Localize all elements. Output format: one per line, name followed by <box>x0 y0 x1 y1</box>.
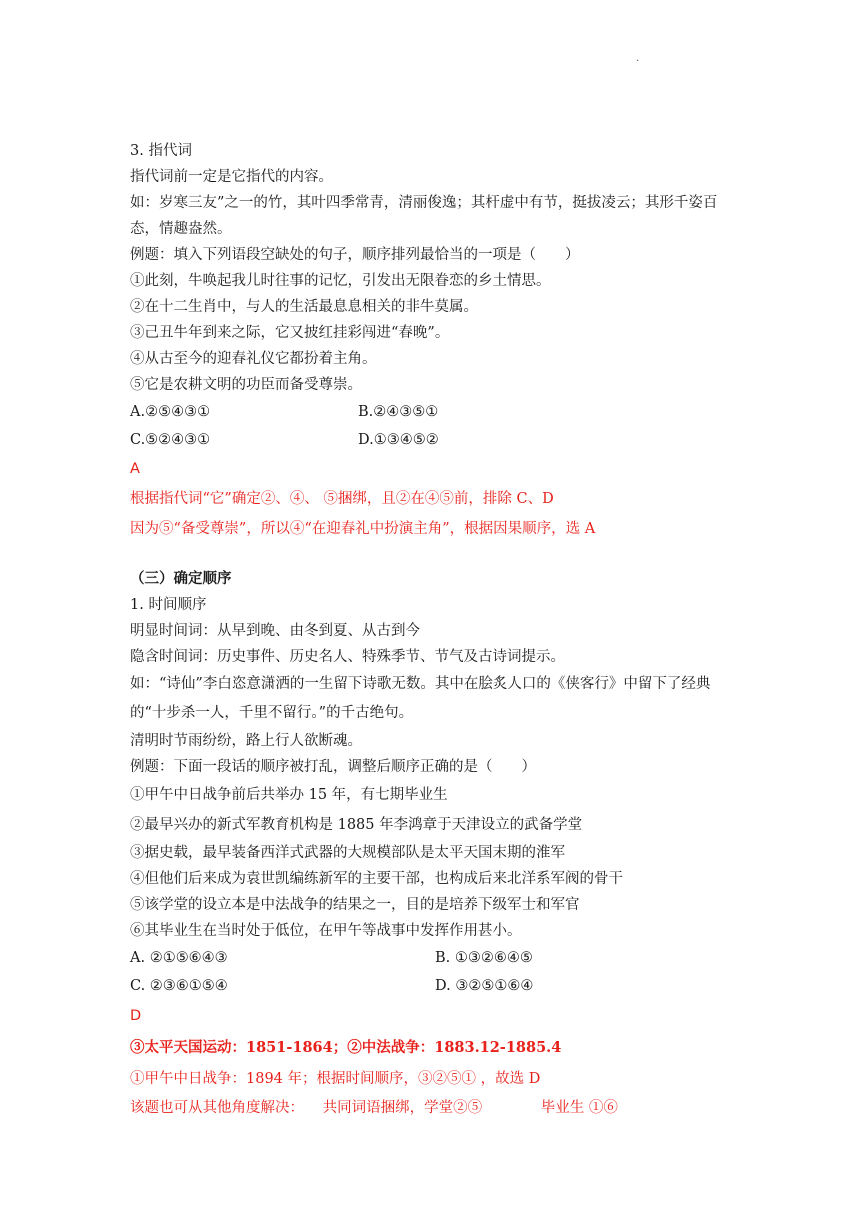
order-explanation-2: ①甲午中日战争：1894 年；根据时间顺序，③②⑤① ，故选 D <box>130 1071 541 1087</box>
order-option-d: D. ③②⑤①⑥④ <box>435 978 534 994</box>
order-alt-prefix: 该题也可从其他角度解决： <box>130 1100 304 1116</box>
order-question: 例题：下面一段话的顺序被打乱，调整后顺序正确的是（ ） <box>130 759 536 775</box>
order-alt-solution <box>130 1094 740 1122</box>
order-options-row-1 <box>130 944 740 972</box>
order-subheading: 1. 时间顺序 <box>130 597 207 613</box>
order-sentence-1: ①甲午中日战争前后共举办 15 年，有七期毕业生 <box>130 787 448 803</box>
order-option-a: A. ②①⑤⑥④③ <box>130 950 228 966</box>
order-explicit-words: 明显时间词：从早到晚、由冬到夏、从古到今 <box>130 623 420 639</box>
order-explanation-1: ③太平天国运动：1851-1864；②中法战争：1883.12-1885.4 <box>130 1039 562 1056</box>
pronoun-option-a: A.②⑤④③① <box>130 404 211 420</box>
pronoun-rule: 指代词前一定是它指代的内容。 <box>130 169 333 185</box>
pronoun-options-row-2 <box>130 426 740 454</box>
order-sentence-2: ②最早兴办的新式军教育机构是 1885 年李鸿章于天津设立的武备学堂 <box>130 817 583 833</box>
pronoun-sentence-3: ③己丑牛年到来之际，它又披红挂彩闯进“春晚”。 <box>130 325 450 341</box>
pronoun-sentence-4: ④从古至今的迎春礼仪它都扮着主角。 <box>130 351 377 367</box>
order-options-row-2 <box>130 972 740 1000</box>
page-mark: · <box>636 56 640 67</box>
order-sentence-5: ⑤该学堂的设立本是中法战争的结果之一，目的是培养下级军士和军官 <box>130 897 580 913</box>
pronoun-example-text: 如：岁寒三友”之一的竹，其叶四季常青，清丽俊逸；其杆虚中有节，挺拔凌云；其形千姿百态，情趣盎然。 <box>130 195 718 237</box>
order-implicit-words: 隐含时间词：历史事件、历史名人、特殊季节、节气及古诗词提示。 <box>130 649 565 665</box>
order-sentence-6: ⑥其毕业生在当时处于低位，在甲午等战事中发挥作用甚小。 <box>130 923 522 939</box>
order-alt-part-1: 共同词语捆绑，学堂②⑤ <box>322 1100 483 1116</box>
pronoun-sentence-1: ①此刻，牛唤起我儿时往事的记忆，引发出无限眷恋的乡土情思。 <box>130 273 551 289</box>
order-example-text: 如：“诗仙”李白恣意潇洒的一生留下诗歌无数。其中在脍炙人口的《侠客行》中留下了经典的“十步杀一人，千里不留行。”的千古绝句。 <box>130 676 711 721</box>
pronoun-option-d: D.①③④⑤② <box>358 432 439 448</box>
section-heading-order: （三）确定顺序 <box>130 570 232 587</box>
pronoun-explanation-2: 因为⑤“备受尊崇”，所以④“在迎春礼中扮演主角”，根据因果顺序，选 A <box>130 521 596 537</box>
order-sentence-4: ④但他们后来成为袁世凯编练新军的主要干部，也构成后来北洋系军阀的骨干 <box>130 871 623 887</box>
pronoun-option-b: B.②④③⑤① <box>358 404 439 420</box>
section-heading-pronoun: 3. 指代词 <box>130 143 192 159</box>
pronoun-options-row-1 <box>130 398 740 426</box>
pronoun-sentence-5: ⑤它是农耕文明的功臣而备受尊崇。 <box>130 377 362 393</box>
order-alt-part-2: 毕业生 ①⑥ <box>540 1100 618 1116</box>
order-sentence-3: ③据史载，最早装备西洋式武器的大规模部队是太平天国末期的淮军 <box>130 845 565 861</box>
order-answer: D <box>130 1008 142 1024</box>
pronoun-option-c: C.⑤②④③① <box>130 432 211 448</box>
order-option-b: B. ①③②⑥④⑤ <box>435 950 533 966</box>
order-option-c: C. ②③⑥①⑤④ <box>130 978 228 994</box>
pronoun-sentence-2: ②在十二生肖中，与人的生活最息息相关的非牛莫属。 <box>130 299 478 315</box>
pronoun-answer: A <box>130 461 140 477</box>
document-body <box>130 138 740 1122</box>
pronoun-explanation-1: 根据指代词“它”确定②、④、 ⑤捆绑，且②在④⑤前，排除 C、D <box>130 491 554 507</box>
pronoun-question: 例题：填入下列语段空缺处的句子，顺序排列最恰当的一项是（ ） <box>130 247 580 263</box>
order-poem: 清明时节雨纷纷，路上行人欲断魂。 <box>130 733 362 749</box>
